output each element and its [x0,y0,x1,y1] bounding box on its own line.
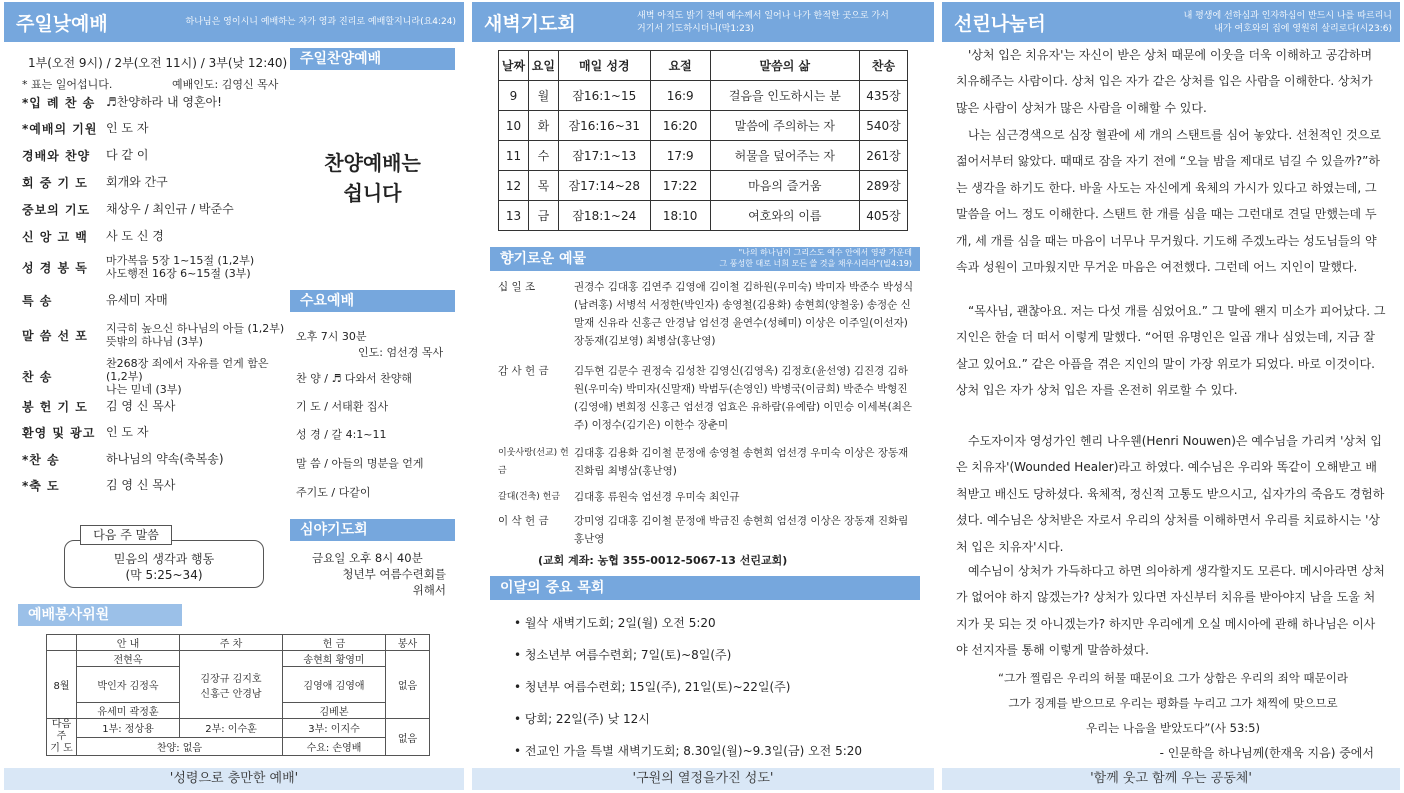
dawn-table-cell: 12 [499,171,529,201]
committee-guide-1: 전현옥 [77,651,180,667]
offering-header [490,247,920,271]
dawn-table-cell: 금 [528,201,558,231]
offering-names: 강미영 김대홍 김이철 문정애 박금진 송현희 엄선경 이상은 장동재 진화림 홍난영 [574,515,909,545]
event-item: • 전교인 가을 특별 새벽기도회; 8.30일(월)~9.3일(금) 오전 5:20 [514,744,863,758]
worship-order-row [22,449,287,469]
wednesday-item: 찬 양 / ♬ 다와서 찬양해 [296,372,413,385]
dawn-table-row [499,81,908,111]
dawn-table-cell: 13 [499,201,529,231]
worship-order-row [22,172,287,192]
committee-col-offering: 헌 금 [283,635,386,651]
col3-footer: '함께 웃고 함께 우는 공동체' [942,768,1400,790]
dawn-table-cell: 405장 [860,201,908,231]
quote-line: 그가 징계를 받으므로 우리는 평화를 누리고 그가 채찍에 맞으므로 [1008,696,1338,710]
col1-footer: '성령으로 충만한 예배' [4,768,464,790]
committee-corner [47,635,77,651]
sharing-verse: 내 평생에 선하심과 인자하심이 반드시 나를 따르리니 내가 여호와의 집에 영원히 살리로다(시23:6) [1183,11,1392,34]
worship-order-label: *축 도 [22,478,60,493]
offering-verse: "나의 하나님이 그리스도 예수 안에서 영광 가운데 그 풍성한 대로 너희 모든 쓸 것을 채우시리라"(빌4:19) [719,248,912,268]
dawn-prayer-header [472,2,934,42]
offering-names: 권경수 김대홍 김연주 김영애 김이철 김하원(우미숙) 박미자 박준수 박성식(남려홍) 서병석 서정한(박인자) 송영철(김용화) 송현희(양철웅) 송정순 신말재 신유라 신홍근 안경남 엄선경 윤연수(성혜미) 이상은 이주일(이선자) 장동재(김보영) 최병삼(홍난영) [574,281,914,347]
dawn-table-cell: 마음의 즐거움 [710,171,859,201]
worship-order-value: 유세미 자매 [106,293,168,307]
offering-title: 향기로운 예물 [500,251,587,267]
dawn-table-header-row [499,51,908,81]
next-week-praise: 찬양: 없음 [77,737,283,756]
dawn-table-cell: 17:22 [650,171,710,201]
dawn-schedule-table [498,50,908,231]
worship-order-value: 다 같 이 [106,148,149,162]
dawn-col-header: 요절 [650,51,710,81]
dawn-table-row [499,171,908,201]
dawn-table-cell: 9 [499,81,529,111]
dawn-table-cell: 잠18:1~24 [558,201,650,231]
worship-order-value: 김 영 신 목사 [106,399,176,413]
events-header: 이달의 중요 목회 [490,576,920,600]
dawn-table-cell: 16:20 [650,111,710,141]
worship-order-label: *예배의 기원 [22,121,98,136]
worship-order-row [22,358,287,394]
worship-order-row [22,145,287,165]
dawn-table-cell: 걸음을 인도하시는 분 [710,81,859,111]
offering-label: 이 삭 헌 금 [498,515,549,527]
night-prayer-note: 청년부 여름수련회를 위해서 [342,567,446,597]
offering-row [498,278,918,350]
dawn-col-header: 찬송 [860,51,908,81]
offering-label: 감 사 헌 금 [498,365,549,377]
event-item: • 당회; 22일(주) 낮 12시 [514,712,650,726]
dawn-table-cell: 11 [499,141,529,171]
next-word-text: 믿음의 생각과 행동 (막 5:25~34) [113,552,215,582]
offering-row [498,362,918,434]
wednesday-item: 말 씀 / 아들의 명분을 얻게 [296,457,424,470]
dawn-table-cell: 허물을 덮어주는 자 [710,141,859,171]
sharing-header [942,2,1400,42]
essay-paragraph: '상처 입은 치유자'는 자신이 받은 상처 때문에 이웃을 더욱 이해하고 공감하며 치유해주는 사람이다. 상처 입은 자가 같은 상처를 입은 사람을 이해한다. 상처가 많은 사람이 상처가 많은 사람을 이해할 수 있다. [956,48,1373,115]
worship-leader: 예배인도: 김영신 목사 [172,78,279,91]
col2-footer: '구원의 열정을가진 성도' [472,768,934,790]
worship-order-value: 지극히 높으신 하나님의 아들 (1,2부) 뜻밖의 하나님 (3부) [106,322,285,348]
committee-header: 예배봉사위원 [18,604,182,626]
committee-service: 없음 [386,651,430,719]
worship-order-label: *찬 송 [22,452,60,467]
essay-paragraph: 나는 심근경색으로 심장 혈관에 세 개의 스탠트를 심어 놓았다. 선천적인 것으로 젊어서부터 앓았다. 때때로 잠을 자기 전에 “오늘 밤을 제대로 넘길 수 있을까?”하는 생각을 하기도 한다. 바울 사도는 자신에게 육체의 가시가 있다고 하였는데, 그 말씀을 어느 정도 이해한다. 스탠트 한 개를 심을 때는 그런대로 견딜 만했는데 두 개, 세 개를 심을 때는 마음이 너무나 무거웠다. 기도해 주겠노라는 성도님들의 약속과 성원이 고마웠지만 무거운 마음은 여전했다. 그런데 어느 지인이 말했다. [956,128,1381,275]
wednesday-item: 주기도 / 다같이 [296,486,371,499]
committee-col-service: 봉사 [386,635,430,651]
praise-notice-text: 찬양예배는 쉽니다 [324,151,421,205]
dawn-table-cell: 말씀에 주의하는 자 [710,111,859,141]
offering-row [498,444,918,480]
worship-order-value: 마가복음 5장 1~15절 (1,2부) 사도행전 16장 6~15절 (3부) [106,254,255,280]
worship-order-value: 인 도 자 [106,425,149,439]
worship-order-label: 말 씀 선 포 [22,328,88,343]
worship-order-row [22,475,287,495]
quote-line: 우리는 나음을 받았도다”(사 53:5) [1086,721,1260,735]
dawn-col-header: 요일 [528,51,558,81]
dawn-table-cell: 10 [499,111,529,141]
worship-order-row [22,316,287,354]
worship-order-value: 사 도 신 경 [106,229,164,243]
dawn-col-header: 말씀의 삶 [710,51,859,81]
essay-paragraph: “목사님, 괜찮아요. 저는 다섯 개를 심었어요.” 그 말에 왠지 미소가 피어났다. 그 지인은 한술 더 떠서 이렇게 말했다. “어떤 유명인은 일곱 개나 심었는데, 지금 잘 살고 있어요.” 같은 아픔을 겪은 지인의 말이 가장 위로가 되었다. 바로 이것이다. 상처 입은 자가 상처 입은 자를 온전히 위로할 수 있다. [956,304,1386,398]
next-week-prayer-3: 3부: 이지수 [283,719,386,738]
committee-col-parking: 주 차 [180,635,283,651]
dawn-table-cell: 18:10 [650,201,710,231]
dawn-table-body [499,81,908,231]
dawn-table-cell: 수 [528,141,558,171]
dawn-table-cell: 목 [528,171,558,201]
dawn-table-cell: 잠16:16~31 [558,111,650,141]
event-item: • 월삭 새벽기도회; 2일(월) 오전 5:20 [514,616,716,630]
dawn-col-header: 매일 성경 [558,51,650,81]
worship-order-label: 회 중 기 도 [22,175,88,190]
dawn-prayer-panel [468,0,938,793]
offering-names: 김대홍 류원숙 엄선경 우미숙 최인규 [574,491,740,503]
worship-order-row [22,226,287,246]
sunday-worship-panel [0,0,468,793]
committee-parking: 김장규 김지호 신홍근 안경남 [180,651,283,719]
worship-order-label: 특 송 [22,293,53,308]
committee-guide-3: 유세미 곽정훈 [77,703,180,719]
worship-order-value: 김 영 신 목사 [106,478,176,492]
sunday-worship-title: 주일낮예배 [16,13,108,35]
night-prayer-time: 금요일 오후 8시 40분 [312,551,423,565]
offering-row [498,512,918,548]
worship-order-value: 인 도 자 [106,121,149,135]
worship-order-value: 회개와 간구 [106,175,168,189]
sunday-worship-verse: 하나님은 영이시니 예배하는 자가 영과 진리로 예배할지니라(요4:24) [185,17,456,27]
worship-order-row [22,422,287,442]
dawn-prayer-verse: 새벽 아직도 밝기 전에 예수께서 일어나 나가 한적한 곳으로 가서 거기서 기도하시더니(막1:23) [637,11,889,34]
worship-order-label: 환영 및 광고 [22,425,96,440]
dawn-table-cell: 289장 [860,171,908,201]
committee-month: 8월 [47,651,77,719]
offering-names: 김두현 김문수 권정숙 김성찬 김영신(김영옥) 김정호(윤선영) 김진경 김하원(우미숙) 박미자(신말재) 박범두(손영인) 박병국(이금희) 박준수 박형진(김영애) 변희정 신홍근 엄선경 엄효은 유하람(유예람) 이민승 이세복(최은주) 이정수(김기은) 이한수 장춘미 [574,365,912,431]
worship-order-label: 성 경 봉 독 [22,260,88,275]
committee-guide-2: 박인자 김정옥 [77,667,180,703]
worship-order-value: ♬찬양하라 내 영혼아! [106,95,222,109]
worship-order-label: *입 례 찬 송 [22,95,96,110]
dawn-table-row [499,111,908,141]
committee-col-guide: 안 내 [77,635,180,651]
dawn-prayer-title: 새벽기도회 [484,13,576,35]
worship-order-label: 신 앙 고 백 [22,229,88,244]
sharing-title: 선린나눔터 [954,13,1046,35]
dawn-table-row [499,201,908,231]
dawn-col-header: 날짜 [499,51,529,81]
quote-line: “그가 찔림은 우리의 허물 때문이요 그가 상함은 우리의 죄악 때문이라 [998,671,1348,685]
sunday-praise-header: 주일찬양예배 [290,48,455,70]
offering-label: 갈대(건축) 헌금 [498,492,561,502]
committee-offering-1: 송현희 황영미 [283,651,386,667]
worship-order-row [22,92,287,112]
next-week-label: 다음주 기 도 [47,719,77,756]
essay-paragraph: 수도자이자 영성가인 헨리 나우웬(Henri Nouwen)은 예수님을 가리켜 '상처 입은 치유자'(Wounded Healer)라고 하였다. 예수님은 우리와 똑같이 오해받고 배척받고 배신도 당하셨다. 육체적, 정신적 고통도 받으시고, 십자가의 죽음도 경험하셨다. 예수님은 상처받은 자로서 우리의 상처를 이해하면서 우리를 치료하시는 '상처 입은 치유자'시다. [956,434,1385,554]
next-word-label: 다음 주 말씀 [80,525,172,545]
dawn-table-cell: 여호와의 이름 [710,201,859,231]
offering-label: 십 일 조 [498,281,536,293]
committee-table [46,634,430,756]
offering-row [498,488,918,506]
next-week-wed: 수요: 손영배 [283,737,386,756]
next-week-service: 없음 [386,719,430,756]
dawn-table-cell: 잠16:1~15 [558,81,650,111]
church-account [538,552,938,570]
dawn-table-cell: 화 [528,111,558,141]
dawn-table-cell: 540장 [860,111,908,141]
worship-order-label: 중보의 기도 [22,202,91,217]
wednesday-item: 기 도 / 서태환 집사 [296,400,389,413]
essay-source: - 인문학을 하나님께(한재욱 지음) 중에서 [1159,746,1374,760]
dawn-table-cell: 잠17:1~13 [558,141,650,171]
dawn-table-cell: 잠17:14~28 [558,171,650,201]
next-week-prayer-1: 1부: 정상용 [77,719,180,738]
worship-order-row [22,396,287,416]
worship-order-row [22,290,287,310]
dawn-table-cell: 월 [528,81,558,111]
committee-offering-2: 김영애 김영애 [283,667,386,703]
wednesday-leader: 인도: 엄선경 목사 [358,346,444,359]
worship-order-row [22,199,287,219]
dawn-table-cell: 16:9 [650,81,710,111]
church-account-text: (교회 계좌: 농협 355-0012-5067-13 선린교회) [538,554,788,567]
sunday-worship-header [4,2,464,42]
worship-order-row [22,118,287,138]
dawn-table-cell: 261장 [860,141,908,171]
praise-notice [290,148,455,208]
dawn-table-cell: 17:9 [650,141,710,171]
worship-order-label: 봉 헌 기 도 [22,399,88,414]
service-times: 1부(오전 9시) / 2부(오전 11시) / 3부(낮 12:40) [28,56,288,70]
event-item: • 청년부 여름수련회; 15일(주), 21일(토)~22일(주) [514,680,791,694]
night-prayer-header: 심야기도회 [290,519,455,541]
worship-order-value: 하나님의 약속(축복송) [106,452,224,466]
next-word-box [64,540,264,588]
dawn-table-cell: 435장 [860,81,908,111]
worship-order-value: 채상우 / 최인규 / 박준수 [106,202,234,216]
next-week-prayer-2: 2부: 이수훈 [180,719,283,738]
essay-paragraph: 예수님이 상처가 가득하다고 하면 의아하게 생각할지도 모른다. 메시아라면 상처가 없어야 하지 않겠는가? 상처가 있다면 자신부터 치유를 받아야지 남을 도울 처지가 못 되는 것 아니겠는가? 하지만 우리에게 오실 메시아에 관해 하나님은 이사야 선지자를 통해 이렇게 말씀하셨다. [956,564,1385,658]
committee-offering-3: 김베본 [283,703,386,719]
sharing-panel [938,0,1404,793]
wednesday-item: 성 경 / 갈 4:1~11 [296,428,387,441]
worship-order-value: 찬268장 죄에서 자유를 얻게 함은 (1,2부) 나는 믿네 (3부) [106,356,269,396]
offering-label: 이웃사랑(선교) 헌금 [498,448,569,476]
wednesday-header: 수요예배 [290,290,455,312]
offering-names: 김대홍 김용화 김이철 문정애 송영철 송현희 엄선경 우미숙 이상은 장동재 진화림 최병삼(홍난영) [574,447,909,477]
dawn-table-row [499,141,908,171]
stand-note: * 표는 일어섭니다. [22,78,113,91]
worship-order-label: 경배와 찬양 [22,148,91,163]
wednesday-time: 오후 7시 30분 [296,330,367,343]
worship-order-label: 찬 송 [22,369,53,384]
event-item: • 청소년부 여름수련회; 7일(토)~8일(주) [514,648,732,662]
worship-order-row [22,250,287,284]
